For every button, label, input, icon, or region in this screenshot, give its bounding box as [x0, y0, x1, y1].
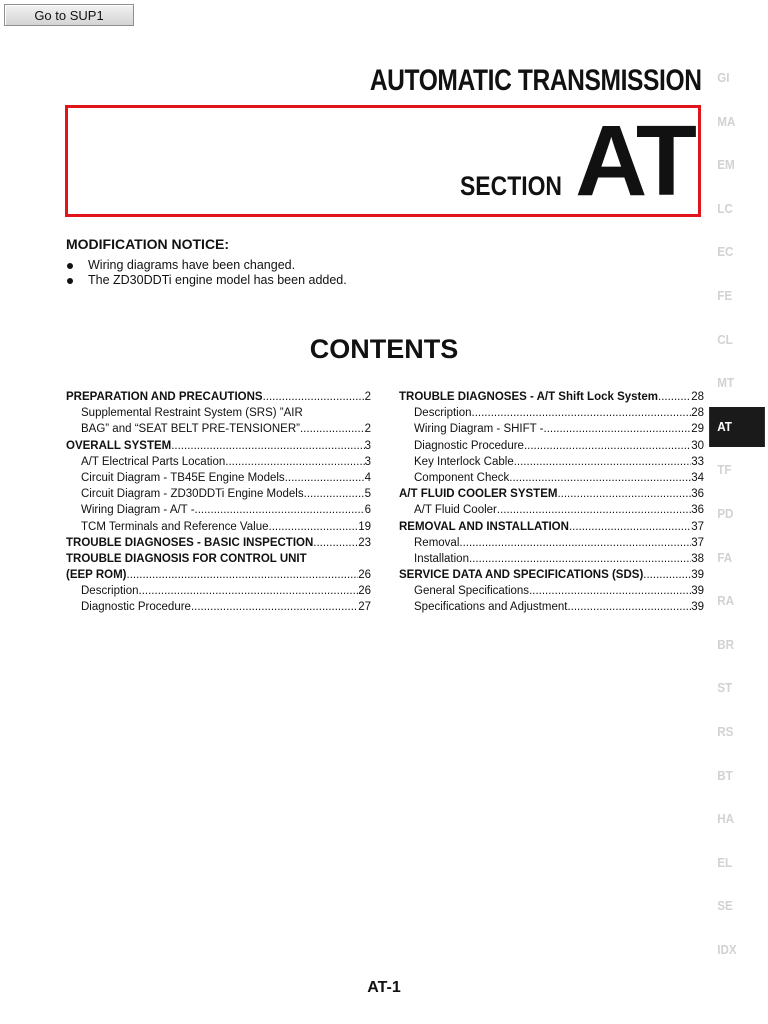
- toc-entry-label: Wiring Diagram - SHIFT -: [414, 423, 544, 436]
- toc-leader-dots: [567, 599, 691, 615]
- contents-heading: CONTENTS: [309, 334, 459, 364]
- section-label: SECTION: [459, 171, 562, 201]
- page-title: AUTOMATIC TRANSMISSION: [370, 64, 702, 97]
- toc-leader-dots: [313, 535, 358, 551]
- toc-entry-label: TROUBLE DIAGNOSES - BASIC INSPECTION: [66, 536, 314, 549]
- toc-entry[interactable]: [66, 599, 371, 615]
- toc-entry-page: 27: [358, 601, 371, 614]
- toc-leader-dots: [195, 502, 365, 518]
- toc-entry[interactable]: [399, 405, 704, 421]
- toc-entry[interactable]: [66, 389, 371, 405]
- page-footer-id: AT-1: [367, 979, 401, 996]
- toc-entry-page: 3: [364, 439, 371, 452]
- toc-entry-label: Supplemental Restraint System (SRS) ”AIR: [81, 407, 303, 420]
- list-item-text: Wiring diagrams have been changed.: [88, 258, 296, 272]
- section-tab-el[interactable]: EL: [717, 854, 733, 870]
- toc-leader-dots: [509, 470, 691, 486]
- section-tab-fa[interactable]: FA: [717, 549, 733, 565]
- toc-entry[interactable]: [399, 454, 704, 470]
- toc-entry-label: TROUBLE DIAGNOSIS FOR CONTROL UNIT: [66, 552, 307, 565]
- section-tab-ra[interactable]: RA: [717, 593, 735, 609]
- toc-entry-page: 38: [691, 552, 704, 565]
- toc-leader-dots: [529, 583, 691, 599]
- toc-entry-page: 34: [691, 471, 704, 484]
- section-tab-gi[interactable]: GI: [717, 70, 730, 85]
- toc-entry-page: 36: [691, 488, 704, 501]
- toc-leader-dots: [643, 567, 691, 583]
- toc-entry-page: 23: [358, 536, 371, 549]
- section-tab-tf[interactable]: TF: [717, 462, 732, 478]
- section-tab-rs[interactable]: RS: [717, 724, 734, 739]
- toc-entry[interactable]: [399, 583, 704, 599]
- toc-leader-dots: [524, 438, 691, 454]
- toc-entry[interactable]: [66, 438, 371, 454]
- toc-entry-label: Wiring Diagram - A/T -: [81, 504, 195, 517]
- toc-entry-label: TROUBLE DIAGNOSES - A/T Shift Lock System: [399, 391, 658, 403]
- toc-entry-page: 19: [358, 520, 371, 533]
- go-to-sup1-button[interactable]: Go to SUP1: [4, 4, 134, 26]
- toc-entry-label: Key Interlock Cable: [414, 455, 514, 468]
- toc-entry-label: Diagnostic Procedure: [414, 439, 524, 452]
- section-tab-idx[interactable]: IDX: [717, 942, 737, 957]
- toc-leader-dots: [285, 470, 365, 486]
- toc-entry-page: 39: [691, 601, 704, 614]
- toc-entry-label: A/T Fluid Cooler: [414, 504, 497, 517]
- toc-entry-page: 2: [364, 423, 371, 436]
- toc-entry-page: 29: [691, 423, 704, 436]
- toc-entry[interactable]: [399, 438, 704, 454]
- modification-notice-title: MODIFICATION NOTICE:: [66, 236, 230, 252]
- section-tab-cl[interactable]: CL: [717, 331, 733, 347]
- toc-entry[interactable]: [399, 519, 704, 535]
- toc-leader-dots: [191, 599, 358, 615]
- toc-entry-page: 28: [691, 407, 704, 420]
- toc-entry[interactable]: [399, 551, 704, 567]
- toc-entry-page: 37: [691, 536, 704, 549]
- toc-entry[interactable]: [399, 421, 704, 437]
- section-tab-se[interactable]: SE: [717, 898, 733, 914]
- section-box: [65, 105, 701, 217]
- toc-leader-dots: [569, 519, 691, 535]
- toc-entry[interactable]: [66, 567, 371, 583]
- toc-leader-dots: [269, 519, 359, 535]
- toc-entry[interactable]: [66, 519, 371, 535]
- toc-entry-page: 33: [691, 455, 704, 468]
- toc-leader-dots: [469, 551, 691, 567]
- toc-entry-page: 26: [358, 569, 371, 582]
- toc-entry-page: 36: [691, 504, 704, 517]
- toc-entry[interactable]: [399, 486, 704, 502]
- toc-entry-page: 37: [691, 520, 704, 533]
- toc-entry-page: 2: [364, 391, 371, 403]
- toc-entry[interactable]: [399, 567, 704, 583]
- toc-entry-label: A/T FLUID COOLER SYSTEM: [399, 488, 558, 501]
- toc-leader-dots: [304, 486, 365, 502]
- toc-entry[interactable]: [66, 535, 371, 551]
- section-tab-ma[interactable]: MA: [717, 113, 736, 129]
- toc-entry-label: (EEP ROM): [66, 569, 127, 582]
- toc-entry[interactable]: [399, 599, 704, 615]
- bullet-icon: [67, 263, 73, 269]
- section-tab-at[interactable]: AT: [709, 407, 765, 447]
- section-tab-br[interactable]: BR: [717, 636, 735, 652]
- toc-entry[interactable]: [66, 405, 371, 421]
- toc-leader-dots: [459, 535, 691, 551]
- toc-entry-page: 3: [364, 455, 371, 468]
- toc-leader-dots: [139, 583, 359, 599]
- toc-entry-label: Description: [414, 407, 472, 420]
- toc-entry-page: 28: [691, 391, 704, 403]
- toc-entry-label: TCM Terminals and Reference Value: [81, 520, 269, 533]
- toc-entry-label: Diagnostic Procedure: [81, 601, 191, 614]
- toc-leader-dots: [544, 421, 692, 437]
- toc-entry[interactable]: [66, 486, 371, 502]
- toc-leader-dots: [658, 389, 691, 405]
- toc-entry[interactable]: [66, 502, 371, 518]
- toc-entry-label: Removal: [414, 536, 460, 549]
- toc-leader-dots: [557, 486, 691, 502]
- toc-leader-dots: [300, 421, 365, 437]
- toc-right-column: [399, 389, 704, 616]
- toc-entry-page: 6: [364, 504, 371, 517]
- toc-entry[interactable]: [66, 454, 371, 470]
- toc-entry-label: Circuit Diagram - TB45E Engine Models: [81, 471, 285, 484]
- toc-entry[interactable]: [399, 535, 704, 551]
- toc-entry-page: 30: [691, 439, 704, 452]
- toc-leader-dots: [225, 454, 364, 470]
- toc-entry-label: Specifications and Adjustment: [414, 601, 568, 614]
- toc-entry[interactable]: [399, 470, 704, 486]
- section-tab-st[interactable]: ST: [717, 680, 733, 696]
- toc-entry-label: SERVICE DATA AND SPECIFICATIONS (SDS): [399, 569, 644, 582]
- section-tab-ha[interactable]: HA: [717, 811, 735, 827]
- section-tab-fe[interactable]: FE: [717, 288, 733, 303]
- section-tab-lc[interactable]: LC: [717, 200, 733, 216]
- toc-entry[interactable]: [399, 502, 704, 518]
- toc-entry-page: 5: [364, 488, 371, 501]
- toc-entry-label: BAG” and “SEAT BELT PRE-TENSIONER”: [81, 423, 300, 436]
- toc-entry[interactable]: [66, 470, 371, 486]
- list-item: [66, 258, 347, 273]
- list-item: [66, 273, 347, 288]
- toc-entry-page: 39: [691, 585, 704, 598]
- toc-leader-dots: [497, 502, 691, 518]
- toc-leader-dots: [472, 405, 692, 421]
- section-tab-mt[interactable]: MT: [717, 375, 735, 391]
- toc-entry-label: Component Check: [414, 471, 510, 484]
- toc-entry-label: General Specifications: [414, 585, 530, 598]
- toc-leader-dots: [514, 454, 691, 470]
- toc-entry-label: OVERALL SYSTEM: [66, 439, 172, 452]
- toc-left-column: [66, 389, 371, 616]
- toc-entry-page: 4: [364, 471, 371, 484]
- toc-entry-page: 39: [691, 569, 704, 582]
- section-tab-ec[interactable]: EC: [717, 244, 734, 260]
- section-tab-bt[interactable]: BT: [717, 767, 733, 783]
- toc-entry-label: REMOVAL AND INSTALLATION: [399, 520, 569, 533]
- toc-entry-label: Installation: [414, 552, 469, 565]
- section-code: AT: [575, 105, 693, 217]
- toc-entry-label: A/T Electrical Parts Location: [81, 455, 226, 468]
- toc-entry-label: PREPARATION AND PRECAUTIONS: [66, 391, 263, 403]
- modification-list: [66, 258, 347, 288]
- toc-entry-label: Circuit Diagram - ZD30DDTi Engine Models: [81, 488, 304, 501]
- toc-entry-page: 26: [358, 585, 371, 598]
- section-tab-em[interactable]: EM: [717, 157, 735, 173]
- list-item-text: The ZD30DDTi engine model has been added.: [88, 273, 347, 287]
- toc-entry[interactable]: [66, 421, 371, 437]
- section-tab-pd[interactable]: PD: [717, 506, 734, 521]
- toc-entry-label: Description: [81, 585, 139, 598]
- toc-leader-dots: [127, 567, 359, 583]
- toc-leader-dots: [263, 389, 365, 405]
- toc-entry[interactable]: [66, 551, 371, 567]
- toc-entry[interactable]: [66, 583, 371, 599]
- toc-entry[interactable]: [399, 389, 704, 405]
- bullet-icon: [67, 278, 73, 284]
- toc-leader-dots: [171, 438, 364, 454]
